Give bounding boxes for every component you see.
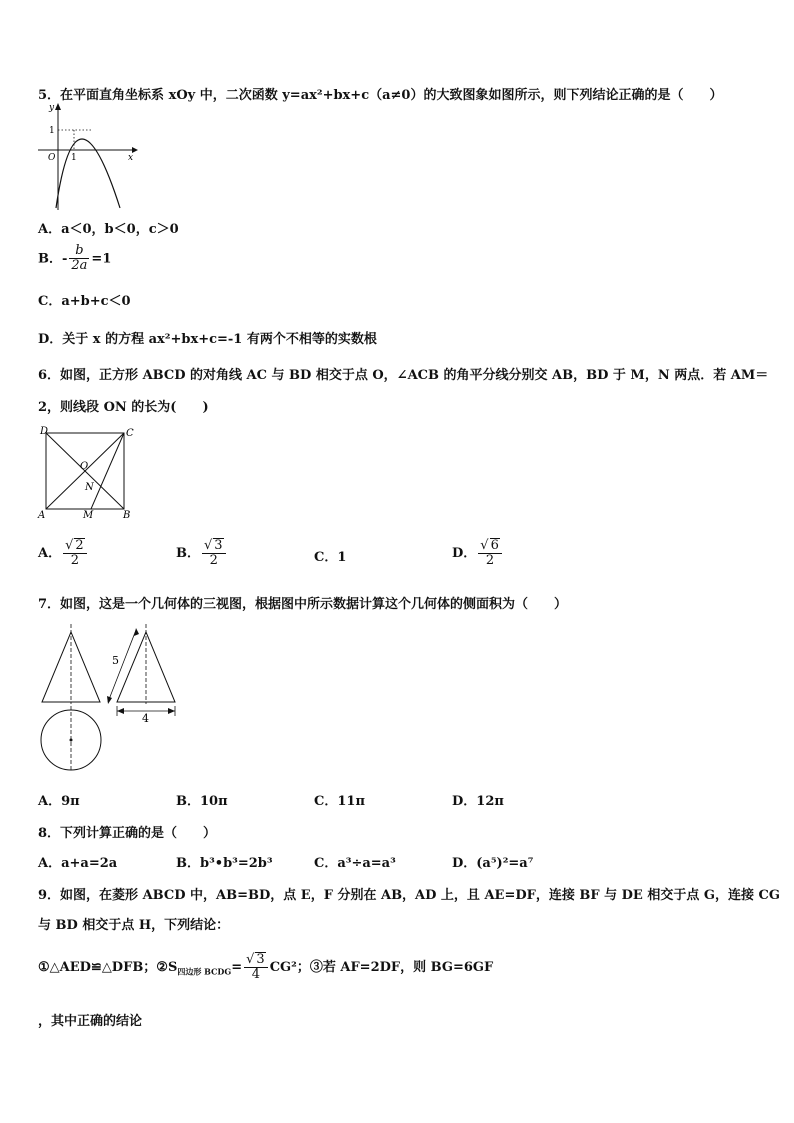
q9-stem-line1: 9．如图，在菱形 ABCD 中，AB=BD，点 E，F 分别在 AB，AD 上，且 AE=DF，连接 BF 与 DE 相交于点 G，连接 CG (38, 888, 780, 903)
q6-stem-line1: 6．如图，正方形 ABCD 的对角线 AC 与 BD 相交于点 O，∠ACB 的角平分线分别交 AB，BD 于 M，N 两点．若 AM＝ (38, 368, 769, 383)
q7-three-view-figure (36, 622, 186, 774)
origin-label: O (48, 153, 56, 163)
q5-stem: 5．在平面直角坐标系 xOy 中，二次函数 y=ax²+bx+c（a≠0）的大致图象如图所示，则下列结论正确的是（ ） (38, 88, 723, 103)
q8-stem: 8．下列计算正确的是（ ） (38, 826, 217, 841)
q5-parabola-graph (36, 100, 140, 212)
q9-stem-line2: 与 BD 相交于点 H，下列结论： (38, 918, 230, 933)
q6-option-b: B． $\frac{√ 3}{2}$ (176, 538, 228, 569)
label-b: B (123, 510, 131, 520)
q7-option-b: B．10π (176, 794, 228, 809)
q5-option-a: A．a＜0，b＜0，c＞0 (38, 222, 179, 237)
q9-conclusions: ①△AED≌△DFB；$②S_{四边形 BCDG}=$ $\frac{√ 3}{4}$ CG²；③若 AF=2DF，则 BG=6GF (38, 952, 494, 983)
q7-stem: 7．如图，这是一个几何体的三视图，根据图中所示数据计算这个几何体的侧面积为（ ） (38, 597, 568, 612)
q6-option-c: C．1 (314, 550, 347, 565)
x-axis-label: x (128, 153, 134, 163)
slant-dimension: 5 (112, 654, 119, 667)
label-n: N (85, 482, 94, 493)
q8-option-d: D．(a⁵)²=a⁷ (452, 856, 534, 871)
label-c: C (126, 428, 134, 439)
base-dimension: 4 (142, 712, 149, 725)
label-d: D (40, 426, 49, 437)
q9-tail: ，其中正确的结论 (38, 1014, 143, 1029)
y-axis-label: y (49, 103, 55, 113)
y-one-label: 1 (49, 126, 55, 136)
q5-option-c: C．a+b+c＜0 (38, 294, 131, 309)
q7-option-d: D．12π (452, 794, 504, 809)
q8-option-c: C．a³÷a=a³ (314, 856, 396, 871)
label-o: O (80, 461, 89, 472)
q7-option-c: C．11π (314, 794, 365, 809)
q5-option-d: D．关于 x 的方程 ax²+bx+c=-1 有两个不相等的实数根 (38, 332, 377, 347)
q6-stem-line2: 2，则线段 ON 的长为( ) (38, 400, 209, 415)
q8-option-a: A．a+a=2a (38, 856, 118, 871)
label-a: A (38, 510, 46, 520)
q7-option-a: A．9π (38, 794, 80, 809)
q6-option-a: A． $\frac{√ 2}{2}$ (38, 538, 89, 569)
x-one-label: 1 (71, 153, 77, 163)
q8-option-b: B．b³•b³=2b³ (176, 856, 273, 871)
q6-square-figure (36, 424, 136, 520)
q6-option-d: D． $\frac{√ 6}{2}$ (452, 538, 504, 569)
q5-option-b: B．- $\frac{b}{2a}$ =1 (38, 243, 112, 274)
label-m: M (83, 510, 94, 520)
